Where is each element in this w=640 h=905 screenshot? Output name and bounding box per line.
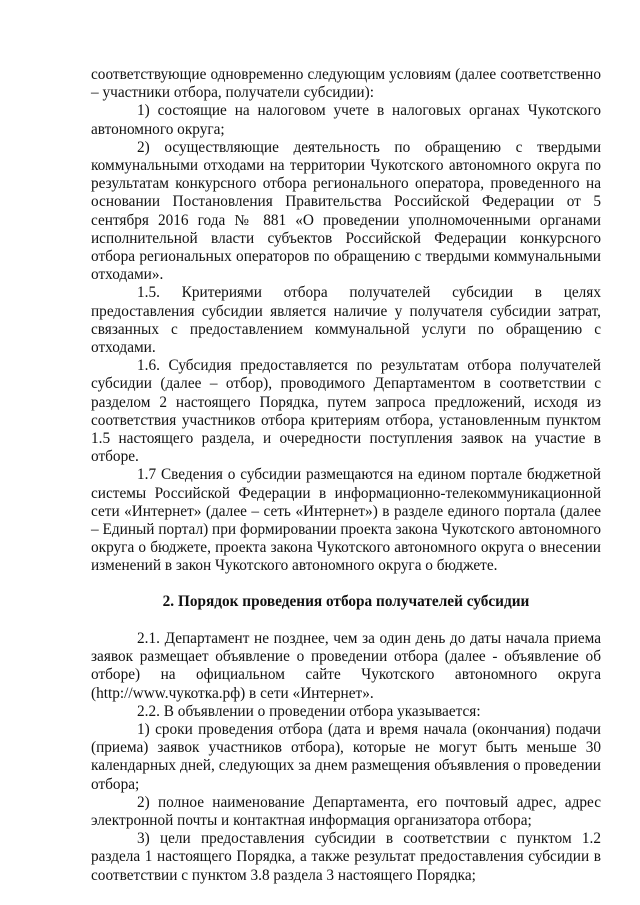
section-heading: 2. Порядок проведения отбора получателей субсидии <box>162 592 530 610</box>
paragraph-2-1: 2.1. Департамент не позднее, чем за один день до даты начала приема заявок размещает объявление о проведении отбора (далее - объявление об отборе) на официальном сайте Чукотского автономного округа (http://www.чукотка.рф) в сети «Интернет». <box>91 629 601 702</box>
document-body <box>91 66 601 885</box>
paragraph-1-6: 1.6. Субсидия предоставляется по результатам отбора получателей субсидии (далее – отбор), проводимого Департаментом в соответствии с разделом 2 настоящего Порядка, путем запроса предложений, исходя из соответствия участников отбора критериям отбора, установленным пунктом 1.5 настоящего раздела, и очередности поступления заявок на участие в отборе. <box>91 357 601 466</box>
paragraph-participants-definition: соответствующие одновременно следующим условиям (далее соответственно – участники отбора, получатели субсидии): <box>91 66 601 102</box>
paragraph-1-7: 1.7 Сведения о субсидии размещаются на едином портале бюджетной системы Российской Федерации в информационно-телекоммуникационной сети «Интернет» (далее – сеть «Интернет») в разделе единого портала (далее – Единый портал) при формировании проекта закона Чукотского автономного округа о бюджете, проекта закона Чукотского автономного округа о внесении изменений в закон Чукотского автономного округа о бюджете. <box>91 466 601 575</box>
paragraph-condition-1: 1) состоящие на налоговом учете в налоговых органах Чукотского автономного округа; <box>91 102 601 138</box>
paragraph-2-2: 2.2. В объявлении о проведении отбора указывается: <box>137 702 481 720</box>
paragraph-2-2-item-1: 1) сроки проведения отбора (дата и время начала (окончания) подачи (приема) заявок участников отбора), которые не могут быть меньше 30 календарных дней, следующих за днем размещения объявления о проведении отбора; <box>91 720 601 793</box>
paragraph-2-2-item-3: 3) цели предоставления субсидии в соответствии с пунктом 1.2 раздела 1 настоящего Порядка, а также результат предоставления субсидии в соответствии с пунктом 3.8 раздела 3 настоящего Порядка; <box>91 830 601 884</box>
paragraph-condition-2: 2) осуществляющие деятельность по обращению с твердыми коммунальными отходами на территории Чукотского автономного округа по результатам конкурсного отбора регионального оператора, проведенного на основании Постановления Правительства Российской Федерации от 5 сентября 2016 года № 881 «О проведении уполномоченными органами исполнительной власти субъектов Российской Федерации конкурсного отбора региональных операторов по обращению с твердыми коммунальными отходами». <box>91 138 601 284</box>
paragraph-1-5: 1.5. Критериями отбора получателей субсидии в целях предоставления субсидии является наличие у получателя субсидии затрат, связанных с предоставлением коммунальной услуги по обращению с отходами. <box>91 284 601 357</box>
paragraph-2-2-item-2: 2) полное наименование Департамента, его почтовый адрес, адрес электронной почты и контактная информация организатора отбора; <box>91 793 601 829</box>
